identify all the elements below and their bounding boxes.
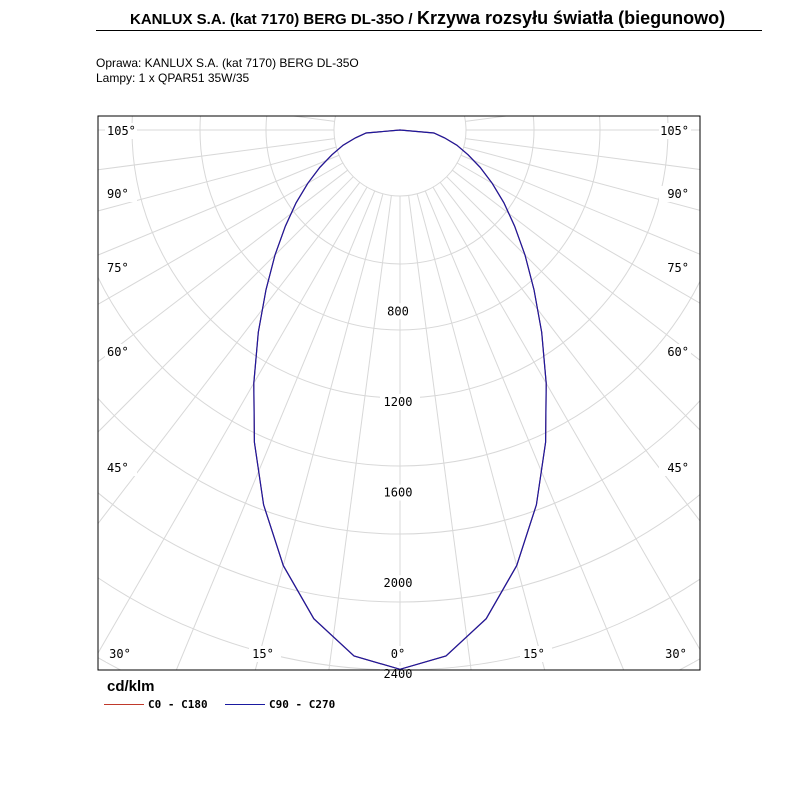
chart-title-product: KANLUX S.A. (kat 7170) BERG DL-35O / xyxy=(130,11,413,28)
angle-label-right-4: 45° xyxy=(667,461,689,475)
legend-swatch-c0 xyxy=(104,704,144,705)
angle-label-right-2: 75° xyxy=(667,261,689,275)
luminaire-info: Oprawa: KANLUX S.A. (kat 7170) BERG DL-35O xyxy=(96,56,359,70)
grid-spoke xyxy=(167,0,383,66)
grid-spoke xyxy=(465,13,800,122)
angle-label-right-0: 105° xyxy=(660,124,689,138)
legend-label-c0: C0 - C180 xyxy=(148,698,208,711)
grid-spoke xyxy=(0,13,335,122)
radial-tick-0: 800 xyxy=(387,304,409,319)
angle-label-left-2: 75° xyxy=(107,261,129,275)
angle-label-bottom-3: 15° xyxy=(523,647,545,661)
angle-label-bottom-4: 30° xyxy=(665,647,687,661)
grid-spoke xyxy=(417,0,633,66)
angle-label-right-3: 60° xyxy=(667,345,689,359)
grid-spoke xyxy=(452,0,800,90)
legend-label-c90: C90 - C270 xyxy=(269,698,336,711)
grid-spoke xyxy=(0,0,336,113)
grid-spoke xyxy=(457,0,800,97)
angle-label-bottom-0: 30° xyxy=(109,647,131,661)
grid-spoke xyxy=(447,0,800,83)
radial-tick-1: 1200 xyxy=(383,394,413,409)
angle-label-left-3: 60° xyxy=(107,345,129,359)
lamp-info: Lampy: 1 x QPAR51 35W/35 xyxy=(96,71,250,85)
grid-spoke xyxy=(56,0,375,69)
grid-spoke xyxy=(409,0,518,65)
angle-label-left-0: 105° xyxy=(107,124,136,138)
angle-label-bottom-1: 15° xyxy=(252,647,274,661)
radial-tick-4: 2400 xyxy=(383,666,413,681)
grid-spoke xyxy=(433,0,800,73)
chart-title-description: Krzywa rozsyłu światła (biegunowo) xyxy=(417,8,726,28)
angle-label-left-4: 45° xyxy=(107,461,129,475)
angle-label-right-1: 90° xyxy=(667,187,689,201)
grid-spoke xyxy=(283,0,392,65)
grid-spoke xyxy=(440,0,800,78)
legend-swatch-c90 xyxy=(225,704,265,705)
unit-label: cd/klm xyxy=(107,678,155,695)
grid-spoke xyxy=(0,0,339,105)
radial-tick-2: 1600 xyxy=(383,485,413,500)
grid-spoke xyxy=(461,0,800,105)
angle-label-bottom-2: 0° xyxy=(390,647,406,661)
grid-spoke xyxy=(464,0,800,113)
grid-spoke xyxy=(425,0,744,69)
grid-spoke xyxy=(0,0,360,78)
radial-tick-3: 2000 xyxy=(383,576,413,591)
grid-spoke xyxy=(0,0,353,83)
grid-spoke xyxy=(0,0,343,97)
angle-label-left-1: 90° xyxy=(107,187,129,201)
grid-spoke xyxy=(0,0,348,90)
grid-spoke xyxy=(0,0,367,73)
